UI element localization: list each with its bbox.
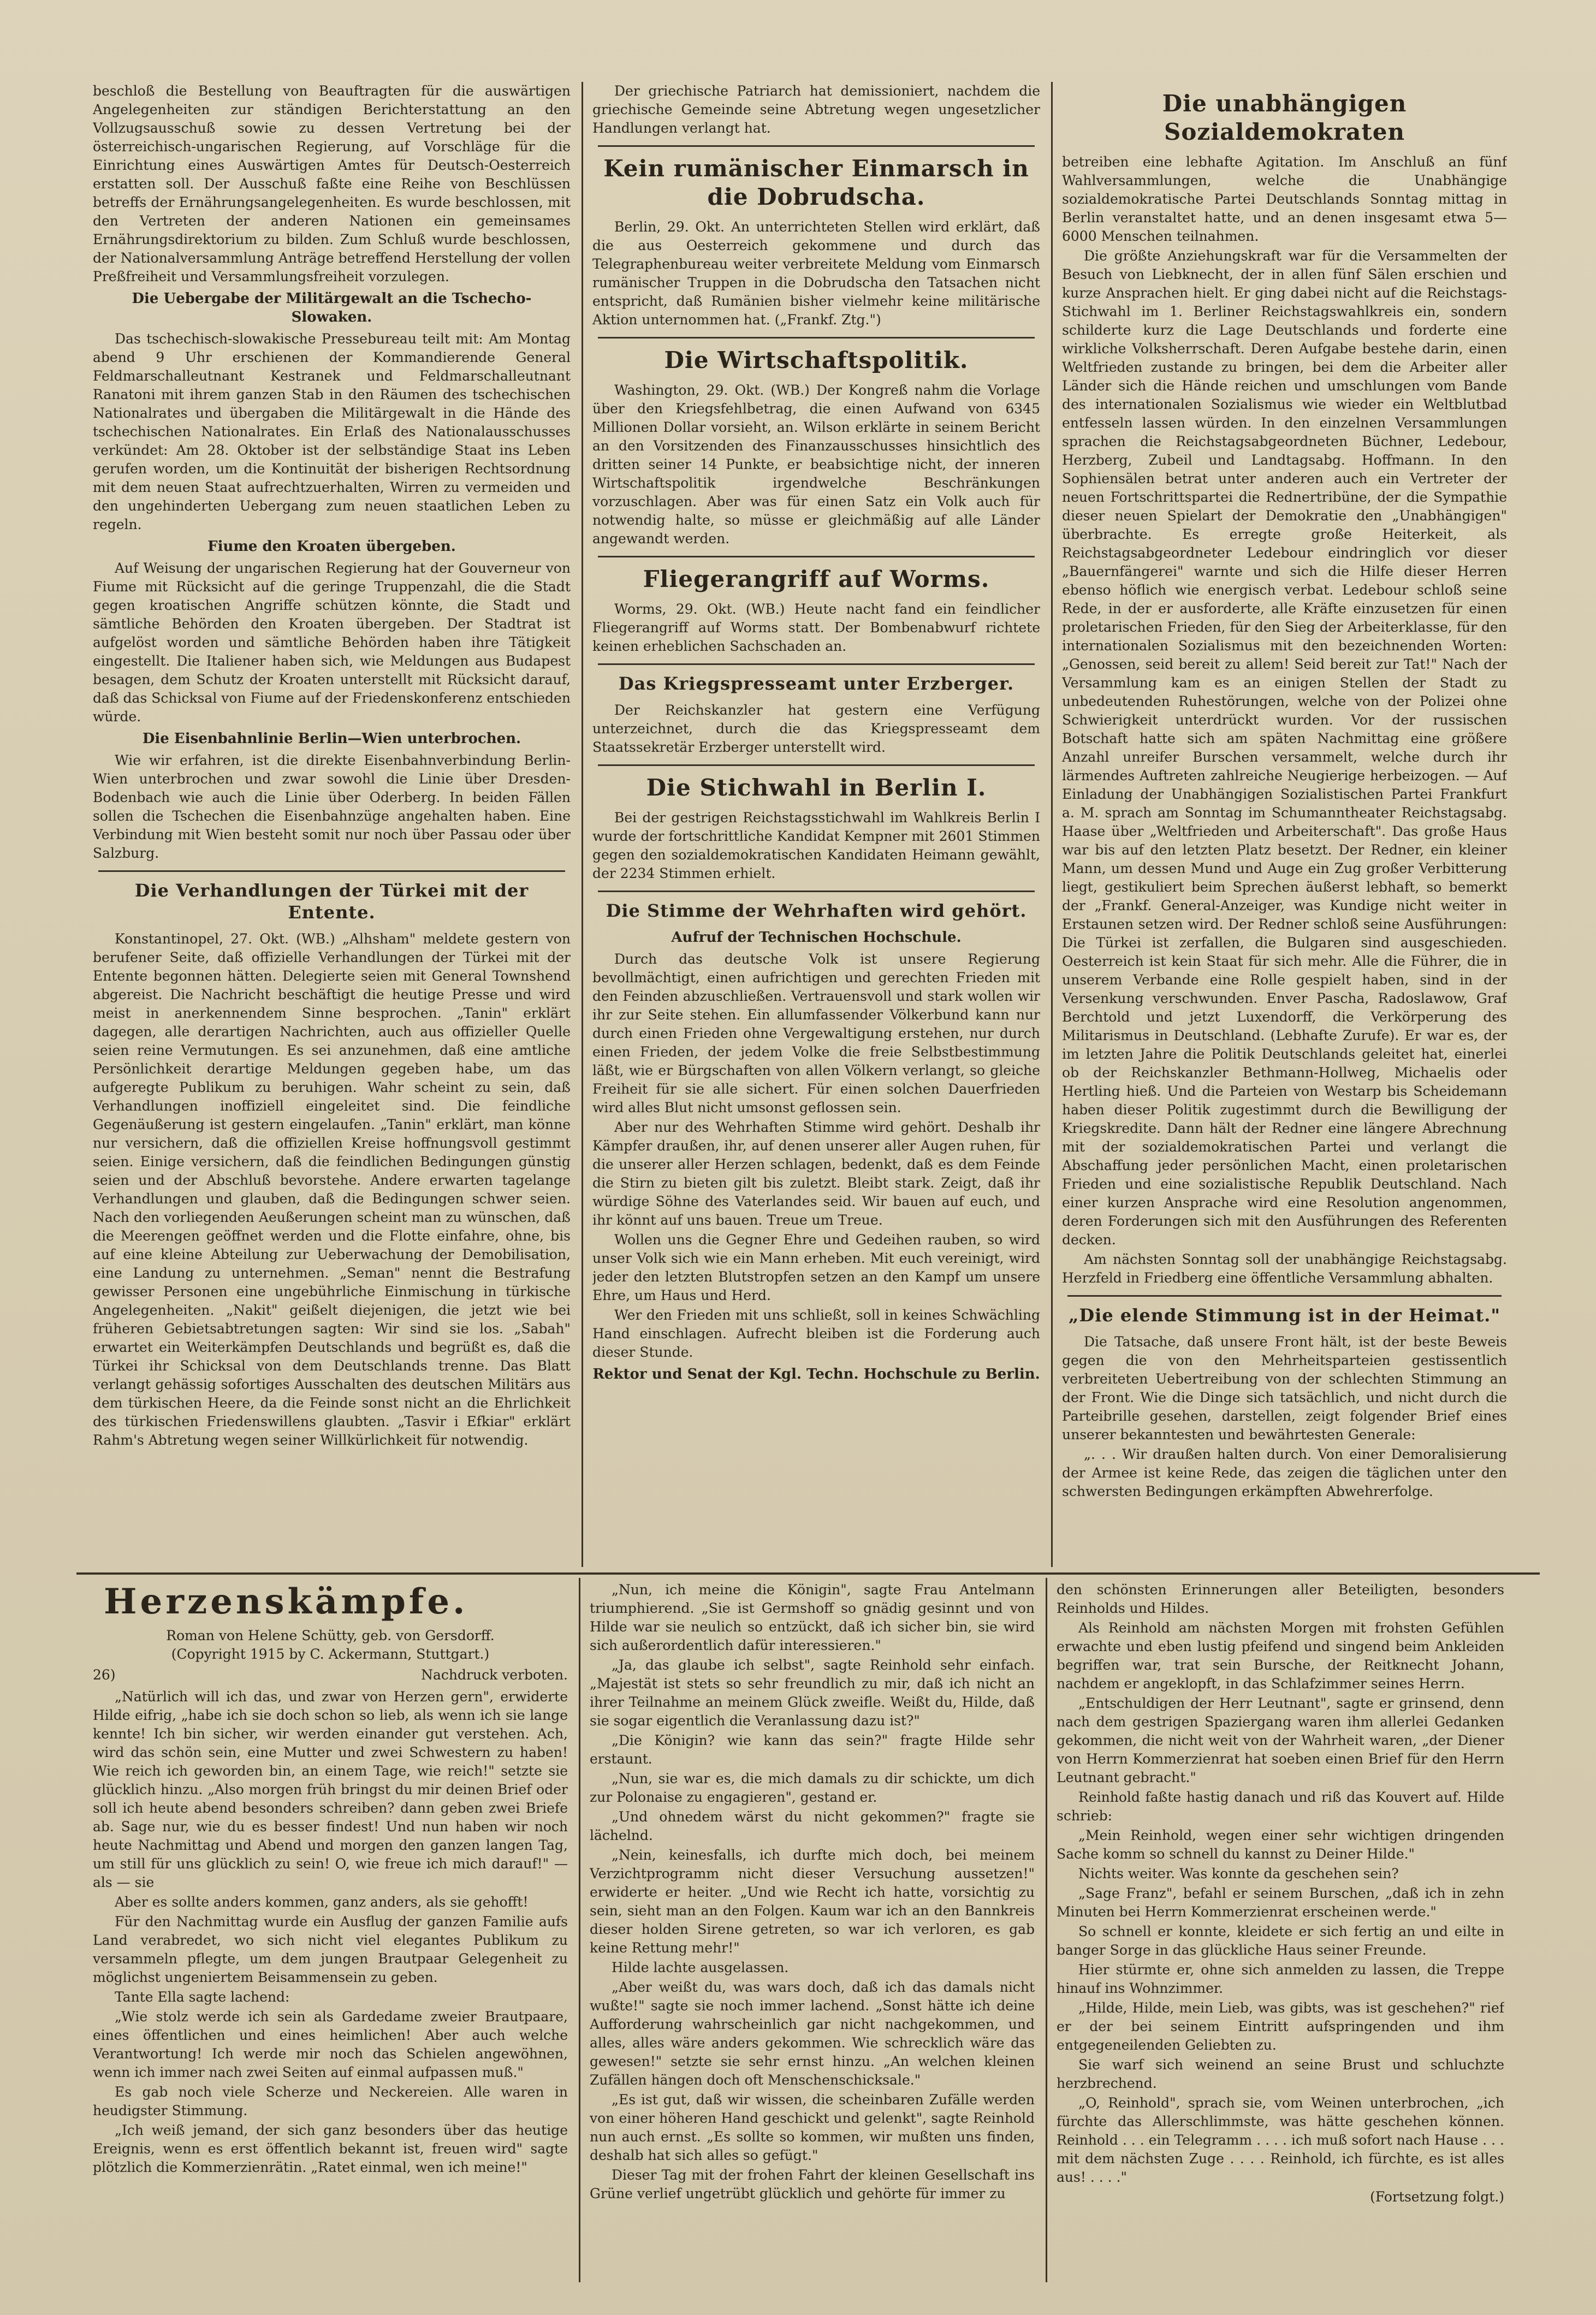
article-usp-text-1: betreiben eine lebhafte Agitation. Im Anschluß an fünf Wahlversammlungen, welche die Unabhängige sozialdemokratische Partei Deutschlands Sonntag mittag in Berlin veranstaltet hatte, und an denen insgesamt etwa 5—6000 Menschen teilnahmen. (1062, 154, 1507, 244)
serial-number: 26) (93, 1667, 116, 1683)
column-1 (93, 82, 571, 1567)
article-stimme-text-4: Wer den Frieden mit uns schließt, soll in keines Schwächling Hand einschlagen. Aufrecht bleiben ist die Forderung auch dieser Stunde. (592, 1307, 1040, 1360)
article-worms-text: Worms, 29. Okt. (WB.) Heute nacht fand ein feindlicher Fliegerangriff auf Worms statt. Der Bombenabwurf richtete keinen erheblichen Sachschaden an. (592, 601, 1040, 654)
article-separator (598, 891, 1035, 892)
article-heimat-text-1: Die Tatsache, daß unsere Front hält, ist der beste Beweis gegen die von den Mehrheitsparteien gestissentlich verbreiteten Uebertreibung von der schlechten Stimmung an der Front. Wie die Dinge sich tatsächlich, und nicht durch die Parteibrille gesehen, darstellen, zeigt folgender Brief eines unserer bekanntesten und bewährtesten Generale: (1062, 1334, 1507, 1443)
article-fiume-text: Auf Weisung der ungarischen Regierung hat der Gouverneur von Fiume mit Rücksicht auf die geringe Truppenzahl, die die Stadt gegen kroatischen Angriffe schützen könnte, die Stadt und sämtliche Behörden den Kroaten übergeben. Der Stadtrat ist aufgelöst worden und sämtliche Behörden haben ihre Tätigkeit eingestellt. Die Italiener haben sich, wie Meldungen aus Budapest besagen, dem Schutz der Kroaten unterstellt mit Rücksicht darauf, daß das Schicksal von Fiume auf der Friedenskonferenz entschieden würde. (93, 560, 571, 725)
serial-byline: Roman von Helene Schütty, geb. von Gersdorff. (166, 1628, 495, 1643)
serial-paragraph: Für den Nachmittag wurde ein Ausflug der ganzen Familie aufs Land verabredet, wo sich nicht viel elegantes Publikum zu versammeln pflegte, um dem jungen Brautpaar Gelegenheit zu möglichst ungeniertem Beisammensein zu geben. (93, 1914, 568, 1985)
serial-paragraph: Als Reinhold am nächsten Morgen mit frohsten Gefühlen erwachte und eben lustig pfeifend und singend beim Ankleiden begriffen war, trat sein Bursche, der Reitknecht Johann, nachdem er angeklopft, in das Schlafzimmer seines Herrn. (1057, 1620, 1504, 1691)
serial-paragraph: Hier stürmte er, ohne sich anmelden zu lassen, die Treppe hinauf ins Wohnzimmer. (1057, 1962, 1504, 1996)
serial-rule-1 (579, 1578, 580, 2282)
serial-paragraph: „Natürlich will ich das, und zwar von Herzen gern", erwiderte Hilde eifrig, „habe ich sie doch schon so lieb, als wenn ich sie lange kennte! Ich bin sicher, wir werden einander gut verstehen. Ach, wird das schön sein, eine Mutter und zwei Schwestern zu haben! Wie reich ich geworden bin, an einem Tage, wie reich!" setzte sie glücklich hinzu. „Also morgen früh bringst du mir deinen Brief oder soll ich heute abend besonders schreiben? dann geben zwei Briefe ab. Sage nur, wie du es besser findest! Und nun haben wir noch heute Nachmittag und Abend und morgen den ganzen langen Tag, um still für uns glücklich zu sein! O, wie freue ich mich darauf!" — als — sie (93, 1689, 568, 1890)
column-3 (1062, 82, 1507, 1567)
serial-paragraph: „Entschuldigen der Herr Leutnant", sagte er grinsend, denn nach dem gestrigen Spaziergang waren ihm allerlei Gedanken gekommen, die nicht weit von der Wahrheit waren, „der Diener von Herrn Kommerzienrat hat soeben einen Brief für den Herrn Leutnant gebracht." (1057, 1695, 1504, 1785)
headline-erzberger: Das Kriegspresseamt unter Erzberger. (618, 673, 1014, 694)
heading-fiume: Fiume den Kroaten übergeben. (207, 538, 456, 555)
headline-stichwahl: Die Stichwahl in Berlin I. (646, 774, 987, 801)
article-dobrudscha-text: Berlin, 29. Okt. An unterrichteten Stellen wird erklärt, daß die aus Oesterreich gekommene und durch das Telegraphenbureau weiter verbreitete Meldung vom Einmarsch rumänischer Truppen in die Dobrudscha den Tatsachen nicht entspricht, daß Rumänien bisher vielmehr keine militärische Aktion unternommen hat. („Frankf. Ztg.") (592, 219, 1040, 328)
headline-tuerkei: Die Verhandlungen der Türkei mit der Entente. (134, 880, 529, 923)
article-separator (598, 145, 1035, 147)
serial-paragraph: Nichts weiter. Was konnte da geschehen sein? (1078, 1866, 1399, 1881)
article-stimme-text-3: Wollen uns die Gegner Ehre und Gedeihen rauben, so wird unser Volk sich wie ein Mann erheben. Mit euch vereinigt, wird jeder den letzten Blutstropfen setzen an den Kampf um unsere Ehre, um Haus und Herd. (592, 1232, 1040, 1303)
serial-paragraph: Aber es sollte anders kommen, ganz anders, als sie gehofft! (115, 1894, 529, 1910)
article-wirtschaft-text: Washington, 29. Okt. (WB.) Der Kongreß nahm die Vorlage über den Kriegsfehlbetrag, die einen Aufwand von 6345 Millionen Dollar vorsieht, an. Wilson erklärte in seinem Bericht an den Vorsitzenden des Finanzausschusses hinsichtlich des dritten seiner 14 Punkte, er beabsichtige nicht, der inneren Wirtschaftspolitik irgendwelche Beschränkungen vorzuschlagen. Aber was für einen Satz ein Volk auch für notwendig halte, so müsse er gleichmäßig auf alle Länder angewandt werden. (592, 382, 1040, 547)
serial-paragraph: „Wie stolz werde ich sein als Gardedame zweier Brautpaare, eines öffentlichen und eines heimlichen! Aber auch welche Verantwortung! Ich werde mir noch das Schielen angewöhnen, wenn ich immer nach zwei Seiten auf einmal aufpassen muß." (93, 2009, 568, 2080)
article-separator (598, 337, 1035, 339)
column-rule-1 (582, 82, 583, 1567)
article-tuerkei-text: Konstantinopel, 27. Okt. (WB.) „Alhsham" meldete gestern von berufener Seite, daß offizielle Verhandlungen der Türkei mit der Entente begonnen hätten. Delegierte seien mit General Townshend abgereist. Die Nachricht beschäftigt die heutige Presse und wird meist in anerkennendem Sinne besprochen. „Tanin" erklärt dagegen, alle derartigen Nachrichten, auch aus offizieller Quelle seien reine Vermutungen. Es sei anzunehmen, daß eine amtliche Persönlichkeit derartige Meldungen gegeben habe, um das aufgeregte Publikum zu beruhigen. Wahr scheint zu sein, daß Verhandlungen inoffiziell eingeleitet sind. Die feindliche Gegenäußerung ist gestern eingelaufen. „Tanin" erklärt, man könne nur versichern, daß die offiziellen Kreise hoffnungsvoll gestimmt seien. Einige versichern, daß die feindlichen Bedingungen günstig seien und der Abschluß bevorstehe. Andere erwarten tagelange Verhandlungen und glauben, daß die Bedingungen schwer seien. Nach den vorliegenden Aeußerungen scheint man zu wünschen, daß die Meerengen geöffnet werden und die Flotte einfahre, ohne, bis auf eine kleine Abteilung zur Ueberwachung der Demobilisation, eine Landung zu unternehmen. „Seman" nennt die Bestrafung gewisser Personen eine ungebührliche Einmischung in türkische Angelegenheiten. „Nakit" geißelt diejenigen, die jetzt wie bei früheren Gebietsabtretungen sagten: Wir sind sie los. „Sabah" erwartet ein Weiterkämpfen Deutschlands und begrüßt es, daß die Türkei ihr Schicksal von dem Deutschlands trenne. Das Blatt verlangt gehässig sofortiges Ausschalten des deutschen Militärs aus dem türkischen Heere, da die Feinde sonst nicht an die Ehrlichkeit des türkischen Friedenswillens glaubten. „Tasvir i Efkiar" erklärt Rahm's Abtretung wegen seiner Willkürlichkeit für notwendig. (93, 931, 571, 1448)
serial-paragraph: „Ja, das glaube ich selbst", sagte Reinhold sehr einfach. „Majestät ist stets so sehr freundlich zu mir, daß ich nicht an ihrer Teilnahme an meinem Glück zweifle. Weißt du, Hilde, daß sie sogar eigentlich die Veranlassung dazu ist?" (590, 1657, 1035, 1729)
headline-dobrudscha: Kein rumänischer Einmarsch in die Dobrudscha. (603, 155, 1029, 210)
serial-paragraph: Tante Ella sagte lachend: (115, 1989, 290, 2005)
article-usp-text-3: Am nächsten Sonntag soll der unabhängige Reichstagsabg. Herzfeld in Friedberg eine öffentliche Versammlung abhalten. (1062, 1251, 1507, 1286)
article-heimat-text-2: „. . . Wir draußen halten durch. Von einer Demoralisierung der Armee ist keine Rede, das zeigen die täglichen unter den schwersten Bedingungen erkämpften Abwehrerfolge. (1062, 1446, 1507, 1499)
article-separator (598, 663, 1035, 665)
serial-paragraph: Hilde lachte ausgelassen. (612, 1960, 789, 1975)
serial-meta (93, 1666, 568, 1684)
heading-bahn: Die Eisenbahnlinie Berlin—Wien unterbrochen. (142, 731, 521, 747)
serial-paragraph: „Ich weiß jemand, der sich ganz besonders über das heutige Ereignis, wenn es erst öffentlich bekannt ist, freuen wird" sagte plötzlich die Kommerzienrätin. „Ratet einmal, wen ich meine!" (93, 2122, 568, 2175)
serial-paragraph: „O, Reinhold", sprach sie, vom Weinen unterbrochen, „ich fürchte das Allerschlimmste, was hätte geschehen können. Reinhold . . . ein Telegramm . . . . ich muß sofort nach Hause . . . mit dem nächsten Zuge . . . . Reinhold, ich fürchte, es ist alles aus! . . . ." (1057, 2095, 1504, 2185)
headline-wirtschaft: Die Wirtschaftspolitik. (664, 347, 969, 373)
serial-paragraph: „Es ist gut, daß wir wissen, die scheinbaren Zufälle werden von einer höheren Hand geschickt und gelenkt", sagte Reinhold nun auch ernst. „Es sollte so kommen, wir mußten uns finden, deshalb hat sich alles so gefügt." (590, 2092, 1035, 2163)
article-usp-text-2: Die größte Anziehungskraft war für die Versammelten der Besuch von Liebknecht, der in allen fünf Sälen erschien und kurze Ansprachen hielt. Er ging dabei nicht auf die Reichstags-Stichwahl im 1. Berliner Reichstagswahlkreis ein, sondern schilderte kurz die Lage Deutschlands und forderte eine wirkliche Volksherrschaft. Deren Aufgabe bestehe darin, einen Weltfrieden zustande zu bringen, bei dem die Arbeiter aller Länder sich die Hände reichen und umschlungen vom Bande des internationalen Sozialismus wie wieder ein Weltblutbad entfesseln lassen würden. In den einzelnen Versammlungen sprachen die Reichstagsabgeordneten Büchner, Ledebour, Herzberg, Zubeil und Landtagsabg. Hoffmann. In den Sophiensälen betrat unter anderen auch ein Vertreter der neuen Fortschrittspartei die Rednertribüne, der die Sympathie dieser neuen Spielart der Demokratie den „Unabhängigen" überbrachte. Es erregte große Heiterkeit, als Reichstagsabgeordneter Ledebour eindringlich vor dieser „Bauernfängerei" warnte und sich die Hilfe dieser Herren ebenso höflich wie energisch verbat. Ledebour schloß seine Rede, in der er ausforderte, alle Kräfte einzusetzen für einen proletarischen Frieden, für den Sieg der Arbeiterklasse, für den internationalen Sozialismus mit den bezeichnenden Worten: „Genossen, seid bereit zu allem! Seid bereit zur Tat!" Nach der Versammlung kam es an einigen Stellen der Stadt zu unbedeutenden Ruhestörungen, welche von der Polizei ohne Schwierigkeit unterdrückt wurden. Vor der russischen Botschaft hatte sich am späten Nachmittag eine größere Anzahl unreifer Burschen versammelt, welche durch ihr lärmendes Auftreten zahlreiche Neugierige herbeizogen. — Auf Einladung der Unabhängigen Sozialistischen Partei Frankfurt a. M. sprach am Sonntag im Schumanntheater Reichstagsabg. Haase über „Weltfrieden und Arbeiterschaft". Das große Haus war bis auf den letzten Platz besetzt. Der Redner, ein kleiner Mann, um dessen Mund und Auge ein Zug großer Verbitterung liegt, gestikuliert beim Sprechen äußerst lebhaft, so bemerkt der „Frankf. General-Anzeiger, was Kundige nicht weiter in Erstaunen setzen wird. Der Redner schloß seine Ausführungen: Die Türkei ist zerfallen, die Bulgaren sind ausgeschieden. Oesterreich ist kein Staat für sich mehr. Alle die Führer, die in unserem Verbande eine Rolle gespielt haben, sind in der Versenkung verschwunden. Enver Pascha, Radoslawow, Graf Berchtold und jetzt Luxendorff, die Verkörperung des Militarismus in Deutschland. (Lebhafte Zurufe). Er war es, der im letzten Jahre die Politik Deutschlands geleitet hat, einerlei ob der Reichskanzler Bethmann-Hollweg, Michaelis oder Hertling hieß. Und die Parteien von Westarp bis Scheidemann haben dieser Politik zugestimmt durch die Bewilligung der Kriegskredite. Dann hält der Redner eine längere Abrechnung mit der sozialdemokratischen Partei und verlangt die Abschaffung jeder persönlichen Macht, einen proletarischen Frieden und eine sozialistische Republik Deutschland. Nach einer kurzen Ansprache wird eine Resolution angenommen, deren Forderungen sich mit den Ausführungen des Referenten decken. (1062, 248, 1507, 1248)
serial-paragraph: „Nun, sie war es, die mich damals zu dir schickte, um dich zur Polonaise zu engagieren", gestand er. (590, 1771, 1035, 1805)
serial-paragraph: „Mein Reinhold, wegen einer sehr wichtigen dringenden Sache komm so schnell du kannst zu Deiner Hilde." (1057, 1827, 1504, 1862)
article-patriarch-text: Der griechische Patriarch hat demissioniert, nachdem die griechische Gemeinde seine Abtretung wegen ungesetzlicher Handlungen verlangt hat. (592, 83, 1040, 136)
headline-worms: Fliegerangriff auf Worms. (643, 566, 990, 592)
signature-stimme: Rektor und Senat der Kgl. Techn. Hochschule zu Berlin. (592, 1366, 1040, 1382)
column-rule-2 (1051, 82, 1053, 1567)
serial-paragraph: „Hilde, Hilde, mein Lieb, was gibts, was ist geschehen?" rief er der bei seinem Eintritt aufspringenden und ihm entgegeneilenden Geliebten zu. (1057, 2000, 1504, 2053)
article-stimme-text-2: Aber nur des Wehrhaften Stimme wird gehört. Deshalb ihr Kämpfer draußen, ihr, auf denen unserer aller Augen ruhen, für die unserer aller Herzen schlagen, bedenkt, daß es dem Feinde die Stirn zu bieten gilt bis zuletzt. Bleibt stark. Zeigt, daß ihr würdige Söhne des Vaterlandes seid. Wir bauen auf euch, und ihr könnt auf uns bauen. Treue um Treue. (592, 1119, 1040, 1228)
serial-paragraph: Sie warf sich weinend an seine Brust und schluchzte herzbrechend. (1057, 2057, 1504, 2091)
serial-column-3 (1057, 1581, 1504, 2290)
headline-usp: Die unabhängigen Sozialdemokraten (1162, 90, 1407, 145)
serial-paragraph: „Sage Franz", befahl er seinem Burschen, „daß ich in zehn Minuten bei Herrn Kommerzienrat erscheinen werde." (1057, 1885, 1504, 1920)
serial-paragraph: Es gab noch viele Scherze und Neckereien. Alle waren in heudigster Stimmung. (93, 2084, 568, 2118)
serial-paragraph: „Die Königin? wie kann das sein?" fragte Hilde sehr erstaunt. (590, 1732, 1035, 1767)
article-erzberger-text: Der Reichskanzler hat gestern eine Verfügung unterzeichnet, durch die das Kriegspresseamt dem Staatssekretär Erzberger unterstellt wird. (592, 702, 1040, 755)
heading-tschecho: Die Uebergabe der Militärgewalt an die Tschecho-Slowaken. (132, 290, 532, 325)
serial-paragraph: „Nun, ich meine die Königin", sagte Frau Antelmann triumphierend. „Sie ist Germshoff so gnädig gesinnt und von Hilde war sie neulich so entzückt, daß ich sicher bin, sie wird sich außerordentlich dafür interessieren." (590, 1582, 1035, 1653)
serial-paragraph: „Nein, keinesfalls, ich durfte mich doch, bei meinem Verzichtprogramm nicht dieser Versuchung aussetzen!" erwiderte er heiter. „Und wie Recht ich hatte, vorsichtig zu sein, sieht man an den Folgen. Kaum war ich an den Bannkreis dieser holden Sirene getreten, so war ich verloren, es gab keine Rettung mehr!" (590, 1847, 1035, 1956)
article-stichwahl-text: Bei der gestrigen Reichstagsstichwahl im Wahlkreis Berlin I wurde der fortschrittliche Kandidat Kempner mit 2601 Stimmen gegen den sozialdemokratischen Kandidaten Heimann gewählt, der 2234 Stimmen erhielt. (592, 810, 1040, 881)
column-2 (592, 82, 1040, 1567)
article-separator (598, 764, 1035, 766)
serial-copyright: (Copyright 1915 by C. Ackermann, Stuttgart.) (171, 1646, 490, 1662)
serial-title: Herzenskämpfe. (104, 1581, 468, 1622)
article-bahn-text: Wie wir erfahren, ist die direkte Eisenbahnverbindung Berlin-Wien unterbrochen und zwar sowohl die Linie über Dresden-Bodenbach wie auch die Linie über Oderberg. In beiden Fällen sollen die Tschechen die Eisenbahnzüge angehalten haben. Eine Verbindung mit Wien besteht somit nur noch über Passau oder über Salzburg. (93, 752, 571, 861)
serial-column-1 (93, 1581, 568, 2290)
article-separator (98, 870, 565, 872)
article-separator (598, 556, 1035, 557)
article-tschecho-text: Das tschechisch-slowakische Pressebureau teilt mit: Am Montag abend 9 Uhr erschienen der Kommandierende General Feldmarschalleutnant Kestranek und Feldmarschalleutnant Ranatoni mit ihrem ganzen Stab in den Räumen des tschechischen Nationalrates und übergaben die Militärgewalt in die Hände des tschechischen Nationalrates. Ein Erlaß des Nationalausschusses verkündet: Am 28. Oktober ist der selbständige Staat ins Leben gerufen worden, um die Kontinuität der bisherigen Rechtsordnung mit dem neuen Staat aufrechtzuerhalten, Wirren zu vermeiden und den ungehinderten Uebergang zum neuen staatlichen Leben zu regeln. (93, 331, 571, 532)
serial-paragraph: Reinhold faßte hastig danach und riß das Kouvert auf. Hilde schrieb: (1057, 1789, 1504, 1824)
serial-paragraph: „Aber weißt du, was wars doch, daß ich das damals nicht wußte!" sagte sie noch immer lachend. „Sonst hätte ich deine Aufforderung wahrscheinlich gar nicht nachgekommen, und alles, alles wäre anders gekommen. Wie schrecklich wäre das gewesen!" setzte sie sehr ernst hinzu. „An welchen kleinen Zufällen hängen doch oft Menschenschicksale." (590, 1979, 1035, 2088)
subheading-stimme: Aufruf der Technischen Hochschule. (671, 929, 962, 946)
article-intro-text: beschloß die Bestellung von Beauftragten für die auswärtigen Angelegenheiten zur ständigen Berichterstattung an den Vollzugsausschuß sowie zu dessen Vertretung bei der österreichisch-ungarischen Regierung, auf Vorschläge für die Einrichtung eines Auswärtigen Amtes für Deutsch-Oesterreich erstatten soll. Der Ausschuß faßte eine Reihe von Beschlüssen betreffs der Ernährungsangelegenheiten. Es wurde beschlossen, mit den Vertreten der anderen Nationen ein gemeinsames Ernährungsdirektorium zu bilden. Zum Schluß wurde beschlossen, der Nationalversammlung Anträge betreffend Herstellung der vollen Preßfreiheit und Versammlungsfreiheit vorzulegen. (93, 83, 571, 284)
serial-paragraph: So schnell er konnte, kleidete er sich fertig an und eilte in banger Sorge in das glückliche Haus seiner Freunde. (1057, 1924, 1504, 1958)
article-stimme-text-1: Durch das deutsche Volk ist unsere Regierung bevollmächtigt, einen aufrichtigen und gerechten Frieden mit den Feinden abzuschließen. Vertrauensvoll und stark wollen wir ihr zur Seite stehen. Ein allumfassender Völkerbund kann nur durch einen Frieden ohne Vergewaltigung erstehen, nur durch einen Frieden, der jedem Volke die freie Selbstbestimmung läßt, wie er Bürgschaften von allen Völkern verlangt, so gleiche Freiheit für sie alle sichert. Für einen solchen Dauerfrieden wird alles Blut nicht umsonst geflossen sein. (592, 951, 1040, 1115)
serial-notice: Nachdruck verboten. (421, 1667, 568, 1683)
serial-column-2 (590, 1581, 1035, 2290)
serial-paragraph: den schönsten Erinnerungen aller Beteiligten, besonders Reinholds und Hildes. (1057, 1582, 1504, 1616)
serial-paragraph: „Und ohnedem wärst du nicht gekommen?" fragte sie lächelnd. (590, 1809, 1035, 1843)
serial-continuation: (Fortsetzung folgt.) (1370, 2189, 1504, 2205)
serial-paragraph: Dieser Tag mit der frohen Fahrt der kleinen Gesellschaft ins Grüne verlief ungetrübt glücklich und gehörte für immer zu (590, 2167, 1035, 2201)
headline-stimme: Die Stimme der Wehrhaften wird gehört. (606, 900, 1027, 921)
serial-rule-2 (1046, 1578, 1047, 2282)
serial-separator-rule (76, 1572, 1540, 1575)
headline-heimat: „Die elende Stimmung ist in der Heimat." (1069, 1305, 1500, 1326)
article-separator (1067, 1295, 1502, 1297)
